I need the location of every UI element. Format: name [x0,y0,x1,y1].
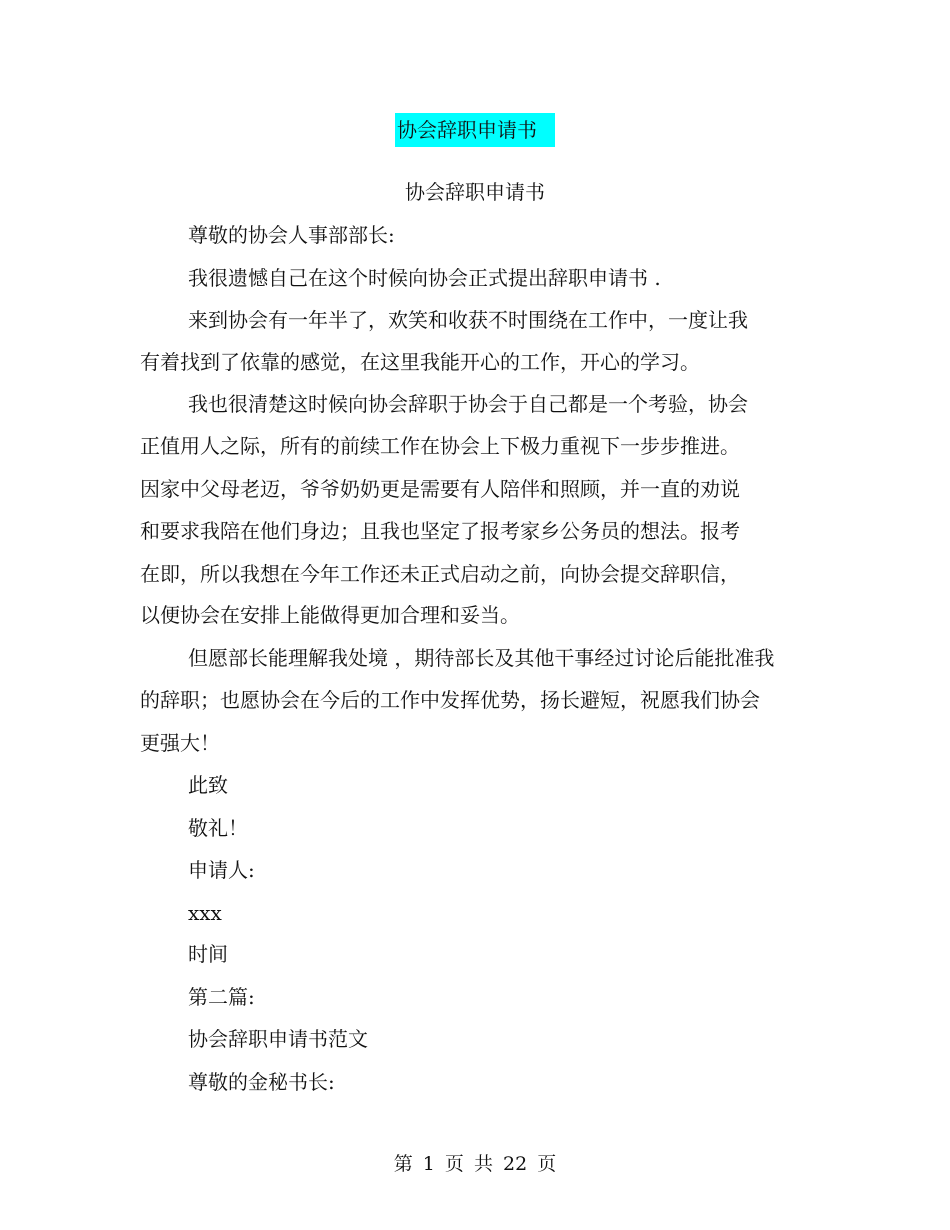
salutation: 尊敬的金秘书长: [188,1070,335,1094]
page-footer: 第 1 页 共 22 页 [393,1153,557,1175]
body-line: 和要求我陪在他们身边；且我也坚定了报考家乡公务员的想法。报考 [140,519,740,543]
body-line: 我也很清楚这时候向协会辞职于协会于自己都是一个考验，协会 [188,392,748,416]
applicant-name: xxx [188,901,222,925]
body-line: 因家中父母老迈，爷爷奶奶更是需要有人陪伴和照顾，并一直的劝说 [140,477,740,501]
document-subtitle: 协会辞职申请书 [405,180,545,204]
closing-line: 此致 [188,773,228,797]
body-line: 我很遗憾自己在这个时候向协会正式提出辞职申请书 . [188,266,661,290]
body-line: 在即，所以我想在今年工作还未正式启动之前，向协会提交辞职信， [140,562,740,586]
body-line: 的辞职；也愿协会在今后的工作中发挥优势，扬长避短，祝愿我们协会 [140,688,760,712]
body-line: 有着找到了依靠的感觉，在这里我能开心的工作，开心的学习。 [140,350,700,374]
section-label: 第二篇: [188,985,255,1009]
applicant-label: 申请人: [188,858,255,882]
section-title: 协会辞职申请书范文 [188,1027,368,1051]
salutation: 尊敬的协会人事部部长: [188,223,395,247]
body-line: 正值用人之际，所有的前续工作在协会上下极力重视下一步步推进。 [140,434,740,458]
document-heading: 协会辞职申请书 [395,113,555,147]
closing-line: 敬礼！ [188,816,248,840]
heading-wrapper [0,113,950,147]
body-line: 但愿部长能理解我处境 ，期待部长及其他干事经过讨论后能批准我 [188,646,775,670]
body-line: 以便协会在安排上能做得更加合理和妥当。 [140,603,520,627]
body-line: 来到协会有一年半了，欢笑和收获不时围绕在工作中，一度让我 [188,308,748,332]
date-label: 时间 [188,942,228,966]
body-line: 更强大！ [140,731,220,755]
